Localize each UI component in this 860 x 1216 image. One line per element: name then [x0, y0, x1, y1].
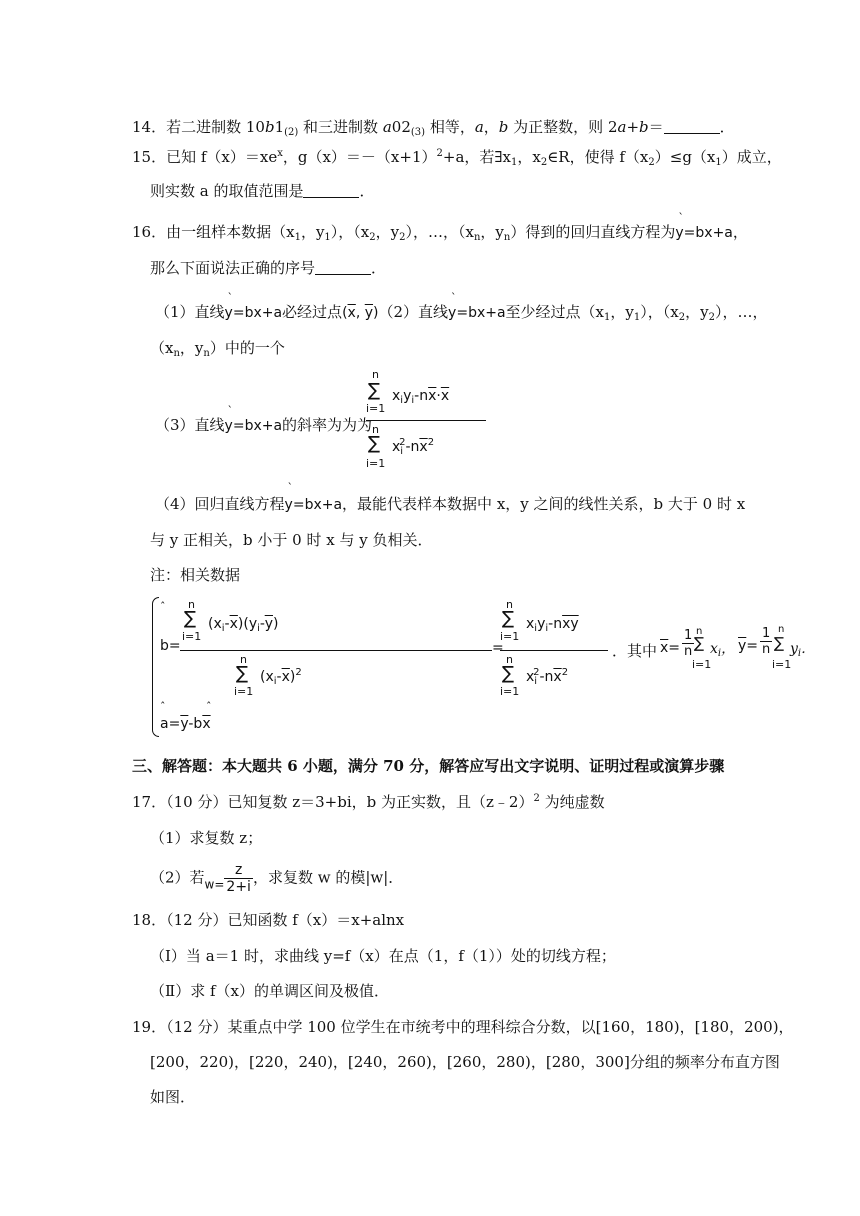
question-16-item-4: [155, 481, 746, 515]
var-b: b: [498, 118, 509, 136]
text: ，y: [300, 223, 325, 241]
sigma-symbol: ∑: [694, 634, 705, 652]
sum-lower: i=1: [500, 630, 520, 643]
text: ，: [483, 118, 499, 136]
sum-upper: n: [372, 423, 379, 436]
text: ．其中: [612, 642, 658, 660]
text: ，y: [685, 303, 709, 321]
answer-blank: [664, 119, 720, 134]
regression-equation: [448, 291, 506, 321]
question-number: 19．: [132, 1018, 167, 1036]
text: 三、解答题：本大题共 6 小题，满分 70 分，解答应写出文字说明、证明过程或演算步骤: [132, 757, 725, 775]
subscript: 2: [540, 157, 548, 168]
var-a: a: [617, 118, 627, 136]
numerator-text: $x_iy_i-n\overline{xy}$: [526, 616, 579, 634]
text: 由一组样本数据（x: [166, 223, 295, 241]
answer-blank: [303, 183, 359, 198]
equation-text: y=bx+a: [224, 305, 283, 321]
sum-upper: n: [696, 626, 703, 637]
sigma-symbol: ∑: [184, 608, 197, 629]
hat-mark: ˆ: [160, 600, 166, 613]
numerator-text: $x_iy_i-n\overline{x}\cdot\overline{x}$: [392, 388, 450, 406]
regression-equation: [224, 291, 283, 321]
text: 为纯虚数: [539, 793, 605, 811]
hat-mark: ˋ: [287, 481, 294, 494]
regression-equation: [675, 211, 733, 241]
sum-upper: n: [506, 598, 513, 611]
denominator: n: [684, 644, 693, 659]
question-number: 14．: [132, 118, 167, 136]
subscript: 2: [399, 232, 406, 243]
hat-mark: ˋ: [678, 211, 684, 224]
question-15-line-1: [132, 147, 782, 167]
text: （Ⅰ）当 a＝1 时，求曲线 y=f（x）在点（1，f（1））处的切线方程；: [150, 947, 616, 965]
text: ，y: [610, 303, 634, 321]
text: 至少经过点（x: [505, 303, 605, 321]
text: ，最能代表样本数据中 x，y 之间的线性关系，b 大于 0 时 x: [342, 495, 746, 513]
text: 与 y 正相关，b 小于 0 时 x 与 y 负相关．: [150, 531, 433, 549]
regression-equation: [224, 404, 283, 434]
text: +a，若∃x: [442, 148, 511, 166]
text: （1）直线: [155, 303, 225, 321]
x-bar: $\overline{x}$: [347, 305, 356, 321]
sum-upper: n: [372, 368, 379, 381]
sigma-symbol: ∑: [502, 663, 515, 684]
base-subscript: (2): [284, 127, 299, 138]
subscript: 2: [678, 312, 686, 323]
text: ）成立，: [721, 148, 782, 166]
text: （x: [150, 339, 174, 357]
subscript: 1: [604, 312, 611, 323]
base-subscript: (3): [410, 127, 426, 138]
w-fraction: [224, 862, 253, 895]
equation-text: y=bx+a: [284, 497, 343, 513]
question-16-item-1-2: [155, 291, 768, 323]
denominator-text: $x_i^2-n\overline{x}^2$: [526, 667, 569, 687]
y-bar-label: $\overline{y}=$: [738, 638, 759, 654]
text: 和三进制数: [298, 118, 383, 136]
var-a: a: [474, 118, 484, 136]
text: （2）直线: [378, 303, 449, 321]
numerator: 1: [684, 628, 693, 643]
equation-text: y=bx+a: [224, 418, 283, 434]
text: （2）若: [150, 868, 205, 887]
mean-definitions: [694, 626, 844, 674]
text: （3）直线: [155, 416, 225, 434]
sum-lower: i=1: [366, 457, 386, 470]
superscript: x: [277, 148, 283, 159]
question-number: 15．: [132, 148, 167, 166]
sigma-symbol: ∑: [502, 608, 515, 629]
var-b: b: [264, 118, 275, 136]
denominator: n: [762, 642, 771, 657]
numerator: z: [224, 862, 253, 879]
text: ），…，（x: [405, 223, 474, 241]
equation-text: y=bx+a: [448, 305, 506, 321]
text: ∈R，使得 f（x: [547, 148, 649, 166]
x-i: $x_i$，: [710, 641, 736, 659]
sigma-symbol: ∑: [236, 663, 249, 684]
sigma-symbol: ∑: [368, 433, 381, 454]
denominator-text: $x_i^2-n\overline{x}^2$: [392, 437, 435, 457]
question-number: 18．: [132, 911, 167, 929]
y-bar-definition: [584, 630, 684, 678]
sigma-symbol: ∑: [368, 380, 381, 401]
question-17-part-1: [150, 828, 262, 848]
superscript: 2: [533, 793, 540, 804]
hat-mark: ˆ: [160, 700, 166, 713]
y-bar: $\overline{y}$: [364, 305, 374, 321]
subscript: 2: [648, 157, 655, 168]
superscript: 2: [436, 148, 443, 159]
text: +: [626, 118, 640, 136]
y-bar-formula: [734, 624, 844, 674]
numerator: 1: [762, 626, 771, 641]
subscript: n: [173, 348, 180, 359]
subscript: 1: [715, 157, 722, 168]
text: 的斜率为为为: [282, 416, 373, 434]
sum-lower: i=1: [692, 658, 712, 671]
text: 02: [391, 118, 411, 136]
fraction-denominator: [366, 421, 486, 473]
question-18: [132, 910, 404, 930]
question-14: [132, 117, 735, 137]
text: ，y: [179, 339, 204, 357]
question-19-line-1: [132, 1017, 794, 1037]
question-number: 17．: [132, 793, 167, 811]
text: ．: [371, 259, 387, 277]
hat-mark: ˋ: [227, 404, 234, 417]
text: ）得到的回归直线方程为: [510, 223, 676, 241]
one-over-n: [760, 626, 772, 657]
denominator-text: $(x_i-\overline{x})^2$: [260, 667, 302, 687]
sum-upper: n: [240, 653, 247, 666]
question-17-part-2: [150, 862, 403, 898]
question-18-part-2: [150, 981, 389, 1001]
subscript: 1: [510, 157, 518, 168]
equation-text: y=bx+a: [675, 225, 733, 241]
sum-lower: i=1: [772, 658, 792, 671]
subscript: n: [473, 232, 481, 243]
section-3-heading: [132, 756, 724, 776]
text: 为正整数，则 2: [508, 118, 618, 136]
denominator: 2+i: [226, 879, 251, 895]
text: ），…，: [714, 303, 768, 321]
w-label: w=: [204, 877, 225, 892]
fraction-1: [180, 598, 492, 699]
fraction-denominator: [180, 651, 492, 699]
question-19-line-2: [150, 1052, 780, 1072]
text: [200，220)，[220，240)，[240，260)，[260，280)，[280，300]分组的频率分布直方图: [150, 1053, 780, 1071]
b-label: b=: [160, 638, 181, 654]
answer-blank: [315, 260, 371, 275]
fraction-numerator: [366, 368, 486, 421]
question-17: [132, 792, 605, 812]
subscript: 1: [633, 312, 641, 323]
x-bar-definition: $\overline{x}=$: [660, 640, 681, 656]
hat-mark: ˋ: [227, 291, 234, 304]
text: （12 分）某重点中学 100 位学生在市统考中的理科综合分数，以[160，180)，[180，200)，: [166, 1018, 794, 1036]
mean-point: ($\overline{x}$, $\overline{y}$): [342, 305, 379, 321]
subscript: 1: [324, 232, 331, 243]
text: ），（x: [640, 303, 679, 321]
formula-brace: [152, 597, 159, 737]
text: ．: [719, 118, 735, 136]
note-heading: [150, 565, 240, 585]
text: ，x: [517, 148, 541, 166]
slope-fraction: [366, 368, 486, 473]
question-19-line-3: [150, 1087, 195, 1107]
sum-lower: i=1: [182, 630, 202, 643]
var-b: b: [639, 118, 649, 136]
text: 如图．: [150, 1088, 196, 1106]
subscript: 2: [369, 232, 376, 243]
question-16-line-1: [132, 211, 748, 243]
var-a: a: [382, 118, 392, 136]
text: （12 分）已知函数 f（x）＝x+alnx: [166, 911, 405, 929]
question-16-line-2: [150, 258, 386, 278]
text: 已知 f（x）＝xe: [166, 148, 278, 166]
text: 相等，: [425, 118, 475, 136]
text: 必经过点: [282, 303, 343, 321]
text: 注：相关数据: [150, 566, 241, 584]
sum-upper: n: [188, 598, 195, 611]
question-16-item-4-cont: [150, 530, 432, 550]
sum-upper: n: [778, 624, 785, 635]
question-number: 16．: [132, 223, 167, 241]
text: 则实数 a 的取值范围是: [150, 182, 304, 200]
sum-lower: i=1: [500, 685, 520, 698]
question-16-item-3: [155, 404, 373, 436]
text: ）中的一个: [209, 339, 285, 357]
numerator-text: $(x_i-\overline{x})(y_i-\overline{y})$: [208, 616, 279, 634]
sum-lower: i=1: [366, 402, 386, 415]
question-16-item-2-cont: [150, 338, 285, 358]
subscript: n: [503, 232, 511, 243]
regression-equation: [284, 481, 343, 513]
sigma-symbol: ∑: [774, 634, 785, 652]
text: ），（x: [330, 223, 370, 241]
text: （Ⅱ）求 f（x）的单调区间及极值．: [150, 982, 389, 1000]
text: 那么下面说法正确的序号: [150, 259, 316, 277]
text: 若二进制数 10: [166, 118, 265, 136]
a-equation: $a=\overline{y}-b\overline{x}$: [160, 716, 211, 732]
text: ，y: [375, 223, 400, 241]
text: ，g（x）＝－（x+1）: [282, 148, 437, 166]
hat-mark: ˋ: [451, 291, 457, 304]
text: （1）求复数 z；: [150, 829, 263, 847]
sum-upper: n: [506, 653, 513, 666]
subscript: n: [203, 348, 210, 359]
question-18-part-1: [150, 946, 616, 966]
subscript: 1: [294, 232, 301, 243]
text: （10 分）已知复数 z＝3+bi，b 为正实数，且（z﹣2）: [166, 793, 534, 811]
hat-mark: ˆ: [206, 700, 212, 713]
subscript: 2: [708, 312, 715, 323]
question-15-line-2: [150, 181, 375, 201]
fraction-numerator: [180, 598, 492, 651]
text: （4）回归直线方程: [155, 495, 285, 513]
text: ，y: [480, 223, 504, 241]
y-i: $y_i$．: [790, 641, 816, 659]
equals: =: [492, 640, 504, 656]
text: ）≤g（x: [654, 148, 716, 166]
sum-lower: i=1: [234, 685, 254, 698]
text: ，: [732, 223, 748, 241]
text: ＝: [648, 118, 664, 136]
text: ，求复数 w 的模|w|．: [252, 868, 404, 887]
text: 1: [274, 118, 285, 136]
text: ．: [359, 182, 375, 200]
